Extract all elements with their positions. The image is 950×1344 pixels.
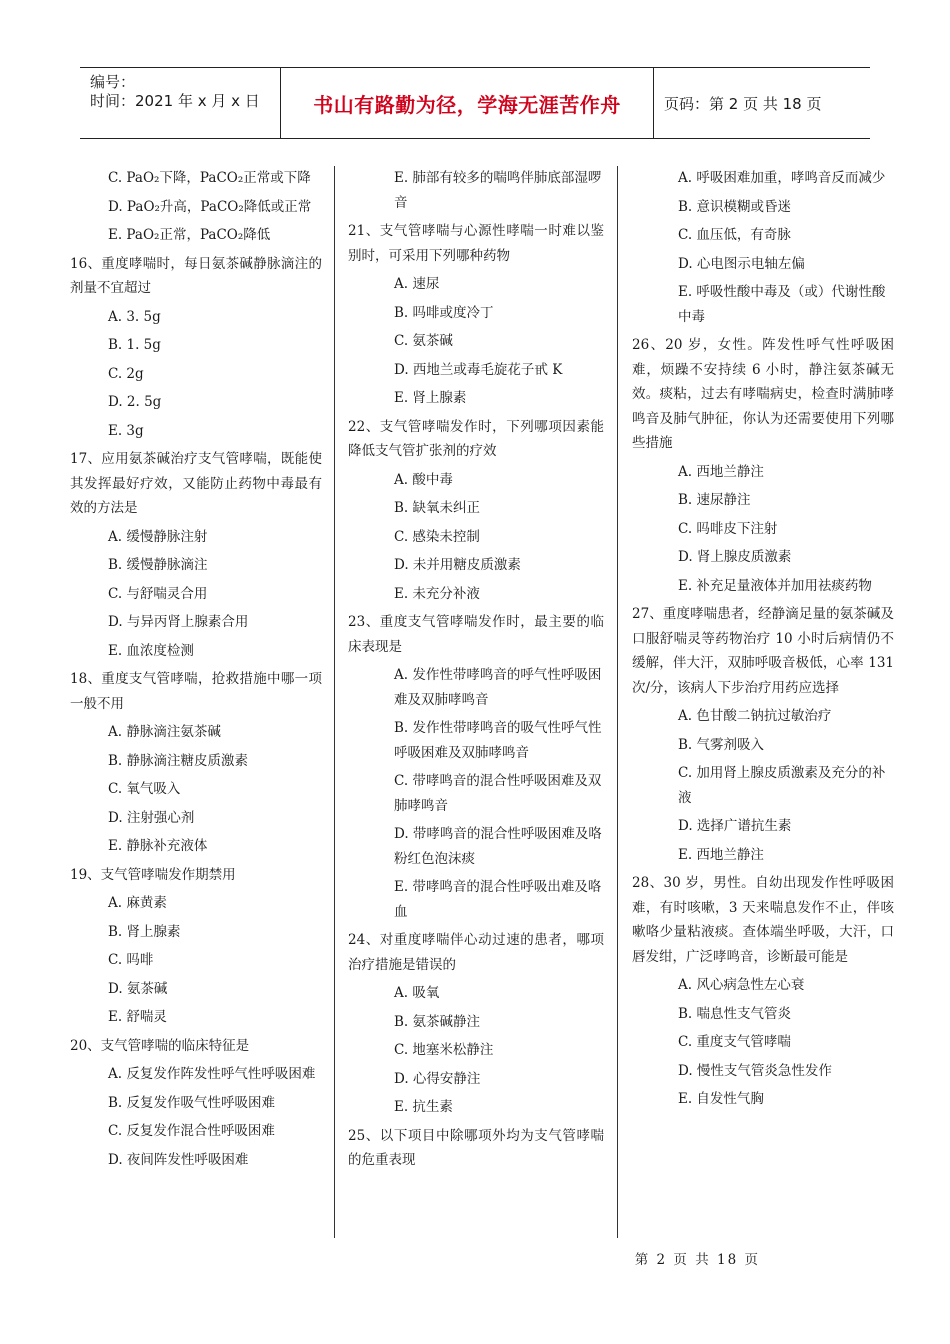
answer-option: E. 静脉补充液体 (108, 838, 208, 854)
answer-option: E. 呼吸性酸中毒及（或）代谢性酸中毒 (678, 284, 886, 325)
answer-option: E. 肾上腺素 (394, 390, 467, 406)
question-stem: 26、20 岁，女性。阵发性呼气性呼吸困难，烦躁不安持续 6 小时，静注氨茶碱无效。痰粘，过去有哮喘病史，检查时满肺哮鸣音及肺气肿征，你认为还需要使用下列哪些措施 (632, 337, 894, 451)
answer-option: B. 意识模糊或昏迷 (678, 198, 792, 215)
answer-option: D. 未并用糖皮质激素 (394, 557, 521, 573)
question-stem: 23、重度支气管哮喘发作时，最主要的临床表现是 (348, 614, 604, 655)
answer-option: E. 肺部有较多的喘鸣伴肺底部湿啰音 (394, 170, 602, 211)
question-stem: 16、重度哮喘时，每日氨茶碱静脉滴注的剂量不宜超过 (70, 255, 322, 296)
answer-option: D. 与异丙肾上腺素合用 (108, 614, 249, 630)
header-motto-cell (281, 68, 654, 138)
answer-option: C. 加用肾上腺皮质激素及充分的补液 (678, 765, 886, 806)
column-1 (70, 166, 322, 1176)
answer-option: E. 舒喘灵 (108, 1009, 167, 1025)
motto-text: 书山有路勤为径，学海无涯苦作舟 (313, 92, 621, 117)
answer-option: A. 风心病急性左心衰 (678, 977, 805, 993)
number-label: 编号： (90, 73, 136, 91)
question-stem: 17、应用氨茶碱治疗支气管哮喘，既能使其发挥最好疗效，又能防止药物中毒最有效的方法是 (70, 451, 322, 516)
answer-option: E. 抗生素 (394, 1099, 453, 1115)
answer-option: B. 缓慢静脉滴注 (108, 557, 208, 573)
answer-option: D. 注射强心剂 (108, 809, 195, 826)
question-stem: 28、30 岁，男性。自幼出现发作性呼吸困难，有时咳嗽，3 天来喘息发作不止，伴咳嗽咯少量粘液痰。查体端坐呼吸，大汗，口唇发绀，广泛哮鸣音，诊断最可能是 (632, 875, 894, 965)
answer-option: C. 吗啡皮下注射 (678, 520, 778, 537)
answer-option: D. 西地兰或毒毛旋花子甙 K (394, 361, 563, 378)
answer-option: C. 氧气吸入 (108, 781, 181, 797)
page-footer (0, 1248, 950, 1268)
answer-option: A. 静脉滴注氨茶碱 (108, 724, 221, 740)
answer-option: C. 2g (108, 365, 144, 382)
answer-option: D. 肾上腺皮质激素 (678, 549, 792, 565)
answer-option: C. 重度支气管哮喘 (678, 1034, 791, 1050)
answer-option: B. 发作性带哮鸣音的吸气性呼气性呼吸困难及双肺哮鸣音 (394, 720, 602, 761)
answer-option: E. PaO₂正常，PaCO₂降低 (108, 227, 271, 243)
question-stem: 19、支气管哮喘发作期禁用 (70, 866, 236, 883)
answer-option: A. 反复发作阵发性呼气性呼吸困难 (108, 1066, 316, 1082)
answer-option: A. 3. 5g (108, 308, 161, 325)
answer-option: B. 喘息性支气管炎 (678, 1005, 792, 1022)
answer-option: C. 氨茶碱 (394, 333, 453, 349)
answer-option: E. 血浓度检测 (108, 642, 194, 659)
answer-option: C. 与舒喘灵合用 (108, 585, 208, 602)
answer-option: D. 心得安静注 (394, 1070, 481, 1087)
answer-option: B. 缺氧未纠正 (394, 500, 481, 516)
answer-option: A. 呼吸困难加重，哮鸣音反而减少 (678, 170, 886, 186)
answer-option: A. 发作性带哮鸣音的呼气性呼吸困难及双肺哮鸣音 (394, 667, 602, 708)
answer-option: C. 感染未控制 (394, 528, 480, 545)
column-3 (632, 166, 894, 1116)
answer-option: D. 氨茶碱 (108, 980, 168, 997)
answer-option: B. 肾上腺素 (108, 923, 181, 940)
answer-option: B. 反复发作吸气性呼吸困难 (108, 1094, 276, 1111)
question-stem: 24、对重度哮喘伴心动过速的患者，哪项治疗措施是错误的 (348, 932, 604, 973)
column-divider (334, 166, 335, 1238)
answer-option: E. 未充分补液 (394, 585, 480, 602)
answer-option: C. 带哮鸣音的混合性呼吸困难及双肺哮鸣音 (394, 773, 602, 814)
answer-option: D. 2. 5g (108, 394, 162, 410)
answer-option: D. 心电图示电轴左偏 (678, 255, 805, 272)
answer-option: E. 补充足量液体并加用祛痰药物 (678, 577, 872, 594)
answer-option: D. 选择广谱抗生素 (678, 818, 792, 834)
answer-option: A. 速尿 (394, 276, 440, 292)
answer-option: C. 吗啡 (108, 952, 154, 968)
page-info: 页码：第 2 页 共 18 页 (664, 94, 822, 113)
column-divider (617, 166, 618, 1238)
answer-option: B. 气雾剂吸入 (678, 736, 765, 753)
answer-option: D. PaO₂升高，PaCO₂降低或正常 (108, 198, 312, 215)
question-stem: 18、重度支气管哮喘，抢救措施中哪一项一般不用 (70, 671, 322, 712)
question-stem: 20、支气管哮喘的临床特征是 (70, 1037, 250, 1054)
footer-page-number: 第 2 页 共 18 页 (634, 1252, 760, 1268)
answer-option: B. 氨茶碱静注 (394, 1013, 481, 1030)
answer-option: A. 西地兰静注 (678, 463, 764, 480)
header-page-cell (654, 68, 870, 138)
answer-option: B. 1. 5g (108, 337, 161, 353)
answer-option: C. 地塞米松静注 (394, 1042, 494, 1058)
answer-option: A. 麻黄素 (108, 895, 167, 911)
question-stem: 27、重度哮喘患者，经静滴足量的氨茶碱及口服舒喘灵等药物治疗 10 小时后病情仍不缓解，伴大汗，双肺呼吸音极低，心率 131 次/分，该病人下步治疗用药应选择 (632, 606, 894, 696)
column-2 (348, 166, 604, 1177)
answer-option: A. 缓慢静脉注射 (108, 528, 208, 545)
answer-option: B. 速尿静注 (678, 492, 751, 508)
answer-option: A. 吸氧 (394, 985, 440, 1001)
answer-option: B. 静脉滴注糖皮质激素 (108, 752, 249, 769)
time-label: 时间：2021 年 x 月 x 日 (90, 92, 260, 110)
answer-option: A. 色甘酸二钠抗过敏治疗 (678, 708, 832, 724)
answer-option: C. 血压低，有奇脉 (678, 227, 791, 243)
answer-option: E. 带哮鸣音的混合性呼吸出难及咯血 (394, 879, 602, 920)
answer-option: D. 带哮鸣音的混合性呼吸困难及咯粉红色泡沫痰 (394, 826, 602, 867)
answer-option: E. 自发性气胸 (678, 1091, 764, 1107)
answer-option: B. 吗啡或度冷丁 (394, 304, 494, 321)
answer-option: D. 慢性支气管炎急性发作 (678, 1062, 832, 1079)
answer-option: E. 西地兰静注 (678, 846, 764, 863)
page-header (80, 67, 870, 139)
question-stem: 22、支气管哮喘发作时，下列哪项因素能降低支气管扩张剂的疗效 (348, 418, 604, 459)
answer-option: E. 3g (108, 422, 144, 439)
answer-option: C. PaO₂下降，PaCO₂正常或下降 (108, 170, 311, 186)
answer-option: C. 反复发作混合性呼吸困难 (108, 1123, 275, 1139)
answer-option: D. 夜间阵发性呼吸困难 (108, 1151, 249, 1168)
answer-option: A. 酸中毒 (394, 471, 453, 488)
header-meta (80, 68, 281, 138)
question-stem: 25、以下项目中除哪项外均为支气管哮喘的危重表现 (348, 1127, 604, 1168)
question-stem: 21、支气管哮喘与心源性哮喘一时难以鉴别时，可采用下列哪种药物 (348, 223, 604, 264)
